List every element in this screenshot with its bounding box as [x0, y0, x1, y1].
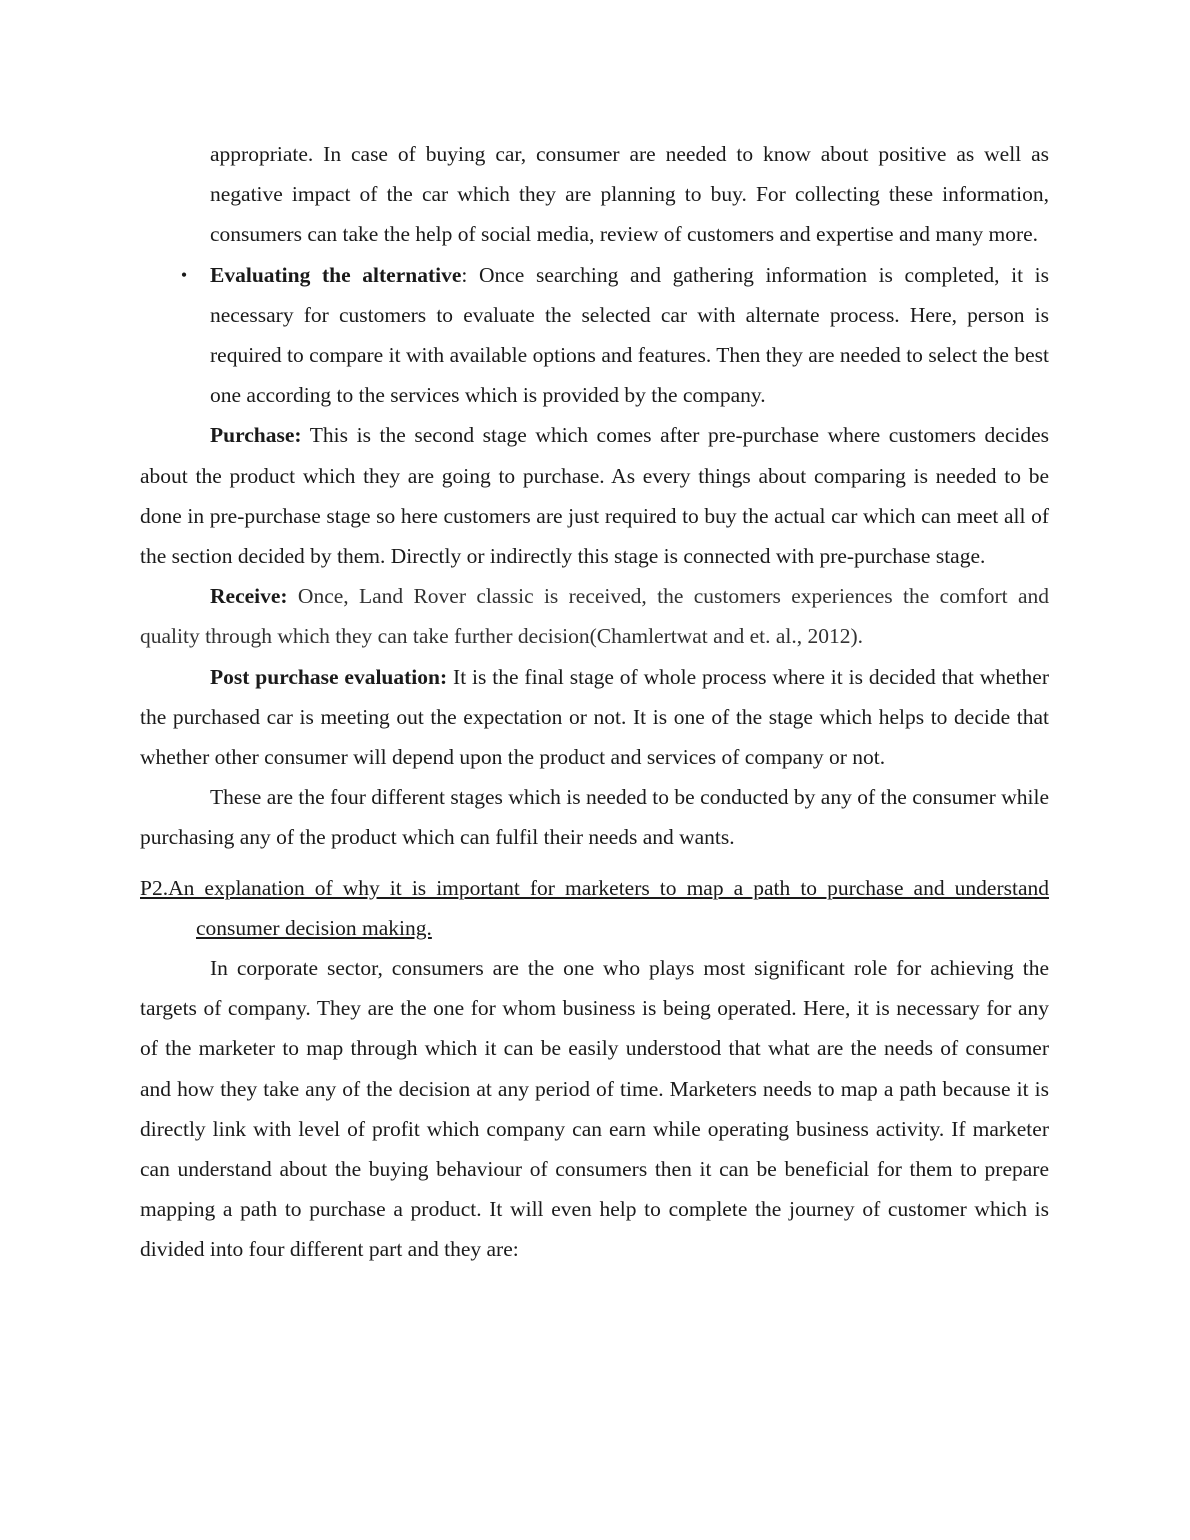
receive-text: Once, Land Rover classic is received, the customers experiences the comfort and quality through which they can take further decision(Chamlertwat and et. al., 2012).: [140, 584, 1049, 649]
section-paragraph: In corporate sector, consumers are the one who plays most significant role for achieving the targets of company. They are the one for whom business is being operated. Here, it is necessary for any of the marketer to map through which it can be easily understood that what are the needs of consumer and how they take any of the decision at any period of time. Marketers needs to map a path because it is directly link with level of profit which company can earn while operating business activity. If marketer can understand about the buying behaviour of consumers then it can be beneficial for them to prepare mapping a path to purchase a product. It will even help to complete the journey of customer which is divided into four different part and they are:: [140, 956, 1049, 1262]
post-purchase-paragraph: [140, 657, 1049, 778]
summary-paragraph: These are the four different stages which is needed to be conducted by any of the consumer while purchasing any of the product which can fulfil their needs and wants.: [140, 785, 1049, 850]
continued-paragraph: appropriate. In case of buying car, consumer are needed to know about positive as well as negative impact of the car which they are planning to buy. For collecting these information, consumers can take the help of social media, review of customers and expertise and many more.: [210, 142, 1049, 247]
bullet-text: Once searching and gathering information is completed, it is necessary for customers to evaluate the selected car with alternate process. Here, person is required to compare it with available options and features. Then they are needed to select the best one according to the services which is provided by the company.: [210, 262, 1050, 408]
bullet-title: Evaluating the alternative: [210, 262, 462, 287]
receive-paragraph: [140, 576, 1049, 656]
purchase-title: Purchase:: [210, 423, 302, 448]
bullet-item-evaluating-alternative: [180, 255, 1050, 416]
bullet-dot-icon: •: [180, 264, 188, 285]
section-heading: P2.An explanation of why it is important for marketers to map a path to purchase and understand consumer decision making.: [140, 875, 1049, 940]
receive-title: Receive:: [210, 584, 288, 609]
document-page: [140, 134, 1049, 1270]
purchase-text: This is the second stage which comes after pre-purchase where customers decides about the product which they are going to purchase. As every things about comparing is needed to be done in pre-purchase stage so here customers are just required to buy the actual car which can meet all of the section decided by them. Directly or indirectly this stage is connected with pre-purchase stage.: [140, 423, 1049, 569]
post-purchase-title: Post purchase evaluation:: [210, 664, 448, 689]
purchase-paragraph: [140, 415, 1049, 576]
post-purchase-text: It is the final stage of whole process where it is decided that whether the purchased car is meeting out the expectation or not. It is one of the stage which helps to decide that whether other consumer will depend upon the product and services of company or not.: [140, 664, 1049, 770]
bullet-separator: :: [461, 262, 468, 287]
